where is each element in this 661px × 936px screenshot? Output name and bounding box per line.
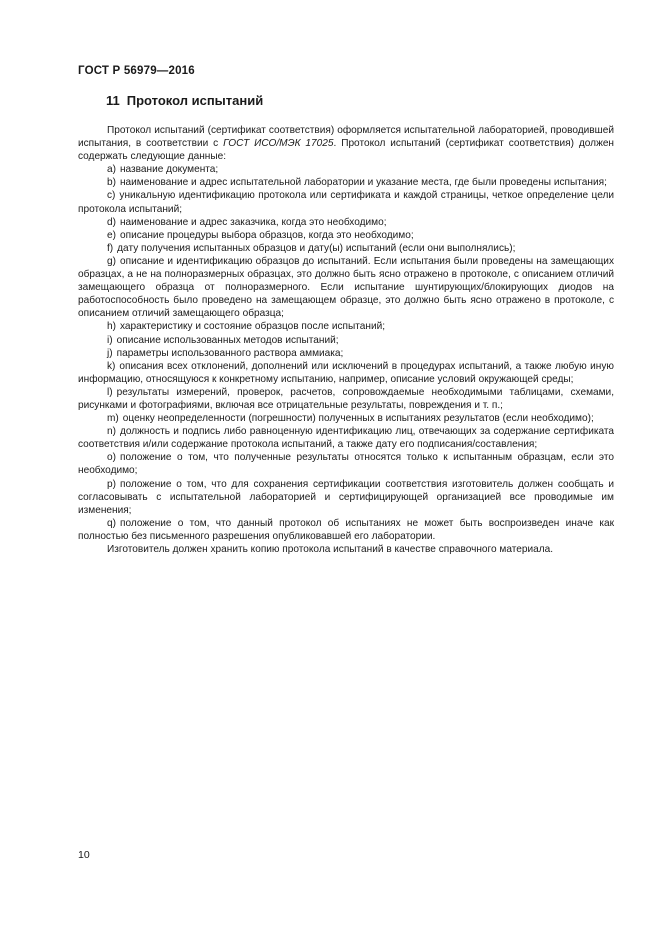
intro-text-end: . Протокол испытаний (сертификат соответствия) должен содержать следующие данные: xyxy=(78,138,615,163)
intro-text-start: Протокол испытаний (сертификат соответствия) оформляется испытательной лабораторией, проводившей испытания, в соответствии с xyxy=(78,125,614,150)
list-item-g xyxy=(78,255,614,320)
list-item-letter: g) xyxy=(107,255,116,267)
intro-paragraph xyxy=(78,124,614,163)
list-item-text: наименование и адрес заказчика, когда это необходимо; xyxy=(119,216,387,228)
section-body xyxy=(78,124,614,556)
list-item-a xyxy=(78,163,614,176)
list-item-letter: a) xyxy=(107,164,116,176)
section-number: 11 xyxy=(106,93,120,108)
list-item-letter: n) xyxy=(107,426,116,438)
list-item-text: положение о том, что полученные результаты относятся только к испытанным образцам, если это необходимо; xyxy=(78,452,614,477)
list-item-text: описание использованных методов испытаний; xyxy=(116,334,339,346)
list-item-letter: p) xyxy=(107,478,116,490)
closing-paragraph: Изготовитель должен хранить копию протокола испытаний в качестве справочного материала. xyxy=(107,544,554,555)
list-item-text: уникальную идентификацию протокола или сертификата и каждой страницы, четкое определение цели протокола испытаний; xyxy=(78,190,614,215)
list-item-letter: h) xyxy=(107,321,116,333)
list-item-text: оценку неопределенности (погрешности) полученных в испытаниях результатов (если необходимо); xyxy=(122,413,594,425)
list-item-h xyxy=(78,320,614,333)
list-item-letter: l) xyxy=(107,386,113,398)
list-item-text: описание и идентификацию образцов до испытаний. Если испытания были проведены на замещающих образцах, а не на полноразмерных образцах, это должно быть ясно отражено в протоколе, с описанием отличий замещающего образца от полноразмерного. Если испытание шунтирующих/блокирующих диодов на работоспособность было проведено на замещающем образце, это должно быть ясно отражено в протоколе, с описанием отличий замещающего образца; xyxy=(78,255,614,320)
list-item-i xyxy=(78,334,614,347)
list-item-q xyxy=(78,517,614,543)
list-item-letter: k) xyxy=(107,360,116,372)
list-item-e xyxy=(78,229,614,242)
page-number: 10 xyxy=(78,849,90,861)
list-item-c xyxy=(78,189,614,215)
list-item-text: параметры использованного раствора аммиака; xyxy=(116,347,344,359)
list-item-d xyxy=(78,216,614,229)
list-item-letter: b) xyxy=(107,177,116,189)
list-item-text: должность и подпись либо равноценную идентификацию лиц, отвечающих за содержание сертификата соответствия и/или содержание протокола испытаний, а также дату его подписания/составления; xyxy=(78,426,614,451)
list-item-text: дату получения испытанных образцов и дату(ы) испытаний (если они выполнялись); xyxy=(117,242,516,254)
list-item-p xyxy=(78,478,614,517)
list-item-text: описание процедуры выбора образцов, когда это необходимо; xyxy=(119,229,414,241)
list-item-text: описания всех отклонений, дополнений или исключений в процедурах испытаний, а также любую иную информацию, относящуюся к конкретному испытанию, например, описание условий окружающей среды; xyxy=(78,360,614,385)
list-item-m xyxy=(78,412,614,425)
list-item-letter: e) xyxy=(107,229,116,241)
list-item-f xyxy=(78,242,614,255)
list-item-letter: j) xyxy=(107,347,113,359)
list-item-text: положение о том, что для сохранения сертификации соответствия изготовитель должен сообщать и согласовывать с испытательной лабораторией и сертифицирующей организацией все проводимые им изменения; xyxy=(78,478,614,516)
list-item-text: характеристику и состояние образцов после испытаний; xyxy=(119,321,386,333)
list-item-j xyxy=(78,347,614,360)
list-item-letter: o) xyxy=(107,452,116,464)
list-item-letter: i) xyxy=(107,334,113,346)
list-item-l xyxy=(78,386,614,412)
list-item-text: название документа; xyxy=(119,164,219,176)
list-item-letter: m) xyxy=(107,413,119,425)
list-item-letter: q) xyxy=(107,517,116,529)
list-item-text: положение о том, что данный протокол об испытаниях не может быть воспроизведен иначе как полностью без письменного разрешения опубликовавшей его лаборатории. xyxy=(78,517,614,542)
list-item-n xyxy=(78,425,614,451)
list-item-letter: d) xyxy=(107,216,116,228)
standard-code: ГОСТ Р 56979—2016 xyxy=(78,65,195,77)
list-item-b xyxy=(78,176,614,189)
section-title-text: Протокол испытаний xyxy=(126,93,264,108)
section-heading xyxy=(106,93,263,108)
list-item-letter: f) xyxy=(107,242,114,254)
list-item-o xyxy=(78,451,614,477)
list-item-text: наименование и адрес испытательной лаборатории и указание места, где были проведены испытания; xyxy=(119,177,607,189)
list-item-text: результаты измерений, проверок, расчетов, сопровождаемые необходимыми таблицами, схемами, рисунками и фотографиями, включая все отрицательные результаты, повреждения и т. п.; xyxy=(78,386,614,411)
standard-reference: ГОСТ ИСО/МЭК 17025 xyxy=(223,138,334,150)
list-item-letter: c) xyxy=(107,190,116,202)
list-item-k xyxy=(78,360,614,386)
